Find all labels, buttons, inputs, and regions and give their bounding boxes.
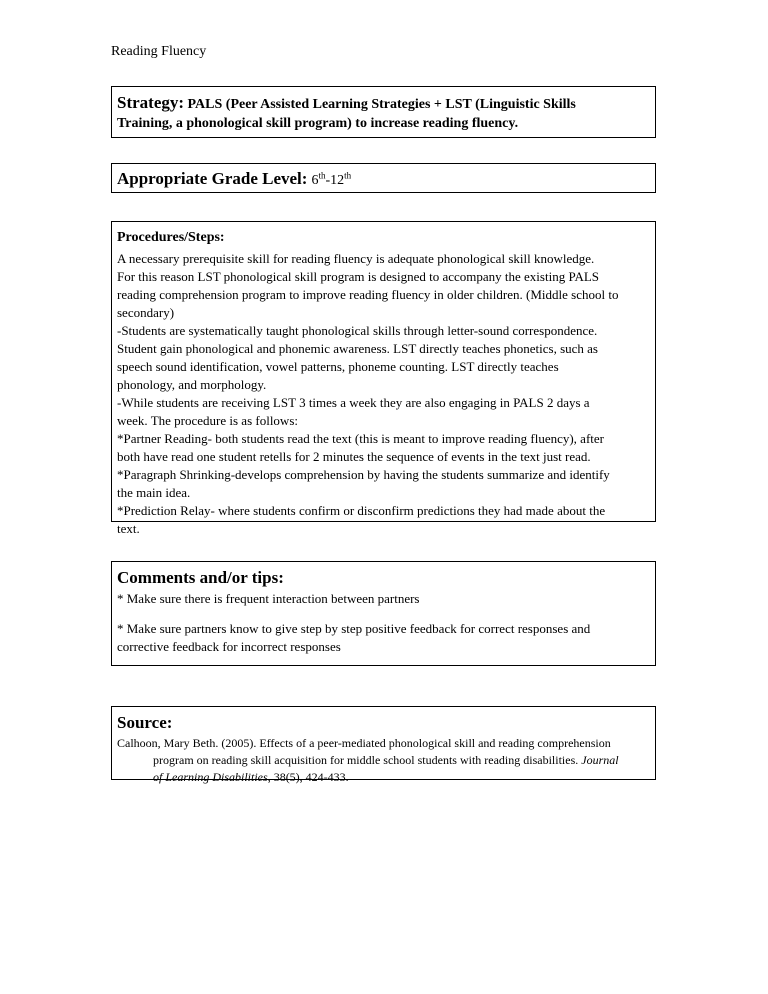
procedure-line: phonology, and morphology. (117, 377, 267, 392)
procedures-heading: Procedures/Steps: (117, 230, 225, 245)
procedure-line: *Partner Reading- both students read the text (this is meant to improve reading fluency), after (117, 431, 604, 446)
tip-2-line-2: corrective feedback for incorrect responses (117, 639, 341, 654)
grade-level-box (111, 163, 656, 193)
journal-name-part-2: of Learning Disabilities (153, 770, 268, 784)
journal-name-part-1: Journal (581, 753, 619, 767)
procedure-line: reading comprehension program to improve reading fluency in older children. (Middle school to (117, 287, 619, 302)
strategy-box (111, 86, 656, 138)
procedure-line: text. (117, 521, 140, 536)
citation-line-2: program on reading skill acquisition for middle school students with reading disabilities. Journal (153, 753, 619, 767)
page-header: Reading Fluency (111, 44, 207, 59)
procedure-line: both have read one student retells for 2 minutes the sequence of events in the text just read. (117, 449, 591, 464)
procedure-line: the main idea. (117, 485, 191, 500)
comments-box (111, 561, 656, 666)
procedure-line: *Paragraph Shrinking-develops comprehension by having the students summarize and identify (117, 467, 610, 482)
procedure-line: A necessary prerequisite skill for reading fluency is adequate phonological skill knowledge. (117, 251, 595, 266)
comments-heading: Comments and/or tips: (117, 568, 284, 587)
procedure-line: Student gain phonological and phonemic awareness. LST directly teaches phonetics, such as (117, 341, 598, 356)
procedure-line: -While students are receiving LST 3 times a week they are also engaging in PALS 2 days a (117, 395, 590, 410)
citation-line-3: of Learning Disabilities, 38(5), 424-433. (153, 770, 349, 784)
strategy-first-line (117, 93, 650, 115)
tip-1: * Make sure there is frequent interaction between partners (117, 591, 420, 606)
source-box (111, 706, 656, 784)
source-heading: Source: (117, 713, 173, 732)
tip-2-line-1: * Make sure partners know to give step by step positive feedback for correct responses and (117, 621, 591, 636)
procedures-box (111, 221, 656, 536)
procedure-line: secondary) (117, 305, 175, 320)
procedure-line: For this reason LST phonological skill program is designed to accompany the existing PALS (117, 269, 600, 284)
procedure-line: speech sound identification, vowel patterns, phoneme counting. LST directly teaches (117, 359, 559, 374)
strategy-text-1: PALS (Peer Assisted Learning Strategies + LST (Linguistic Skills (187, 97, 576, 112)
grade-level-value: 6th-12th (311, 170, 352, 188)
tip-spacer (117, 608, 650, 620)
strategy-label: Strategy: (117, 93, 185, 112)
citation-line-1: Calhoon, Mary Beth. (2005). Effects of a peer-mediated phonological skill and reading comprehension (117, 736, 611, 750)
strategy-text-2: Training, a phonological skill program) to increase reading fluency. (117, 116, 519, 131)
procedure-line: -Students are systematically taught phonological skills through letter-sound correspondence. (117, 323, 598, 338)
procedure-line: *Prediction Relay- where students confirm or disconfirm predictions they had made about the (117, 503, 606, 518)
procedure-line: week. The procedure is as follows: (117, 413, 298, 428)
grade-level-label: Appropriate Grade Level: (117, 169, 308, 188)
